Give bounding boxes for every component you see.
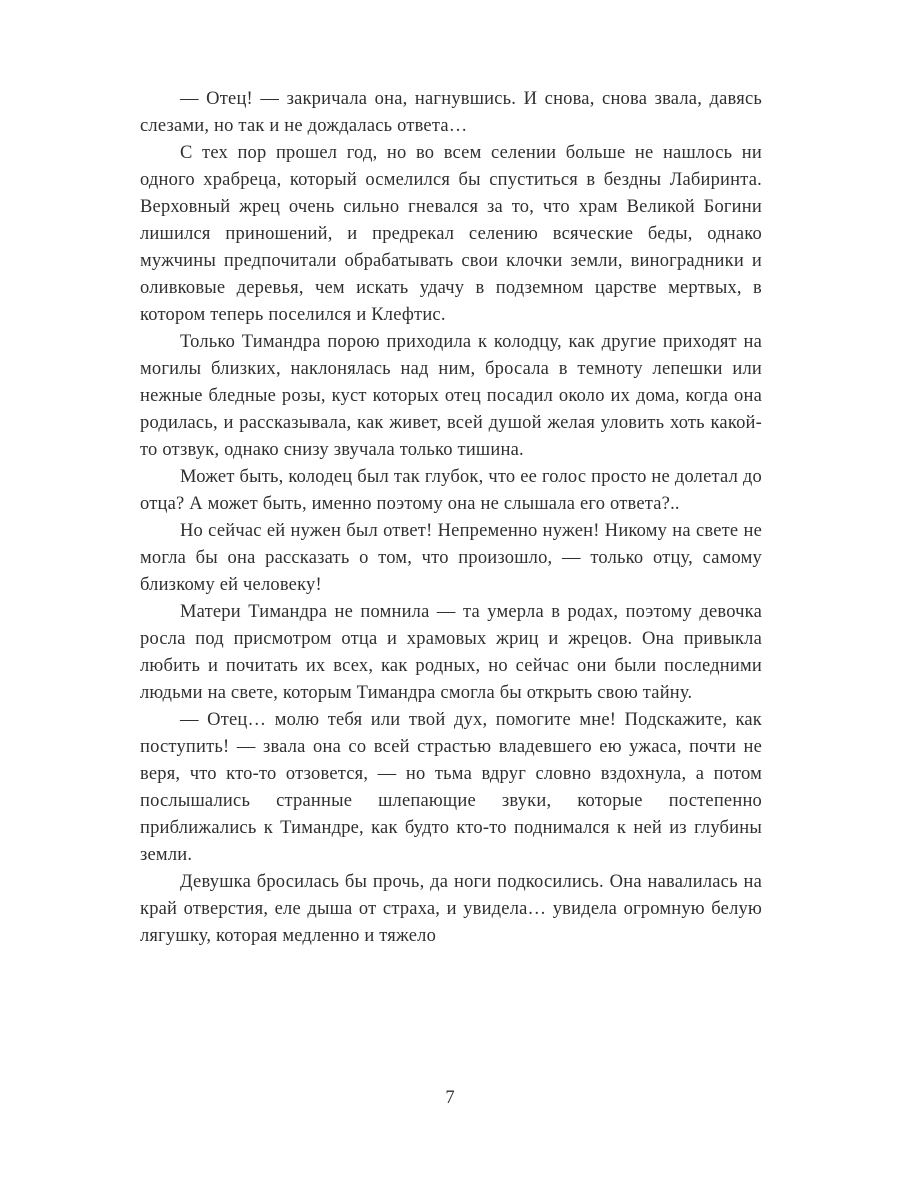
paragraph: С тех пор прошел год, но во всем селении больше не нашлось ни одного храбреца, который осмелился бы спуститься в бездны Лабиринта. Верховный жрец очень сильно гневался за то, что храм Великой Богини лишился приношений, и предрекал селению всяческие беды, однако мужчины предпочитали обрабатывать свои клочки земли, виноградники и оливковые деревья, чем искать удачу в подземном царстве мертвых, в котором теперь поселился и Клефтис. <box>140 143 762 325</box>
page-number: 7 <box>445 1088 455 1108</box>
paragraph: Девушка бросилась бы прочь, да ноги подкосились. Она навалилась на край отверстия, еле дыша от страха, и увидела… увидела огромную белую лягушку, которая медленно и тяжело <box>140 872 762 946</box>
paragraph: — Отец… молю тебя или твой дух, помогите мне! Подскажите, как поступить! — звала она со всей страстью владевшего ею ужаса, почти не веря, что кто-то отзовется, — но тьма вдруг словно вздохнула, а потом послышались странные шлепающие звуки, которые постепенно приближались к Тимандре, как будто кто-то поднимался к ней из глубины земли. <box>140 710 762 865</box>
paragraph: Может быть, колодец был так глубок, что ее голос просто не долетал до отца? А может быть, именно поэтому она не слышала его ответа?.. <box>140 467 762 514</box>
paragraph: Только Тимандра порою приходила к колодцу, как другие приходят на могилы близких, наклонялась над ним, бросала в темноту лепешки или нежные бледные розы, куст которых отец посадил около их дома, когда она родилась, и рассказывала, как живет, всей душой желая уловить хоть какой-то отзвук, однако снизу звучала только тишина. <box>140 332 762 460</box>
paragraph: Матери Тимандра не помнила — та умерла в родах, поэтому девочка росла под присмотром отца и храмовых жриц и жрецов. Она привыкла любить и почитать их всех, как родных, но сейчас они были последними людьми на свете, которым Тимандра смогла бы открыть свою тайну. <box>140 602 762 703</box>
paragraph: Но сейчас ей нужен был ответ! Непременно нужен! Никому на свете не могла бы она рассказать о том, что произошло, — только отцу, самому близкому ей человеку! <box>140 521 762 595</box>
paragraph: — Отец! — закричала она, нагнувшись. И снова, снова звала, давясь слезами, но так и не дождалась ответа… <box>140 89 762 136</box>
page-text <box>140 86 762 950</box>
